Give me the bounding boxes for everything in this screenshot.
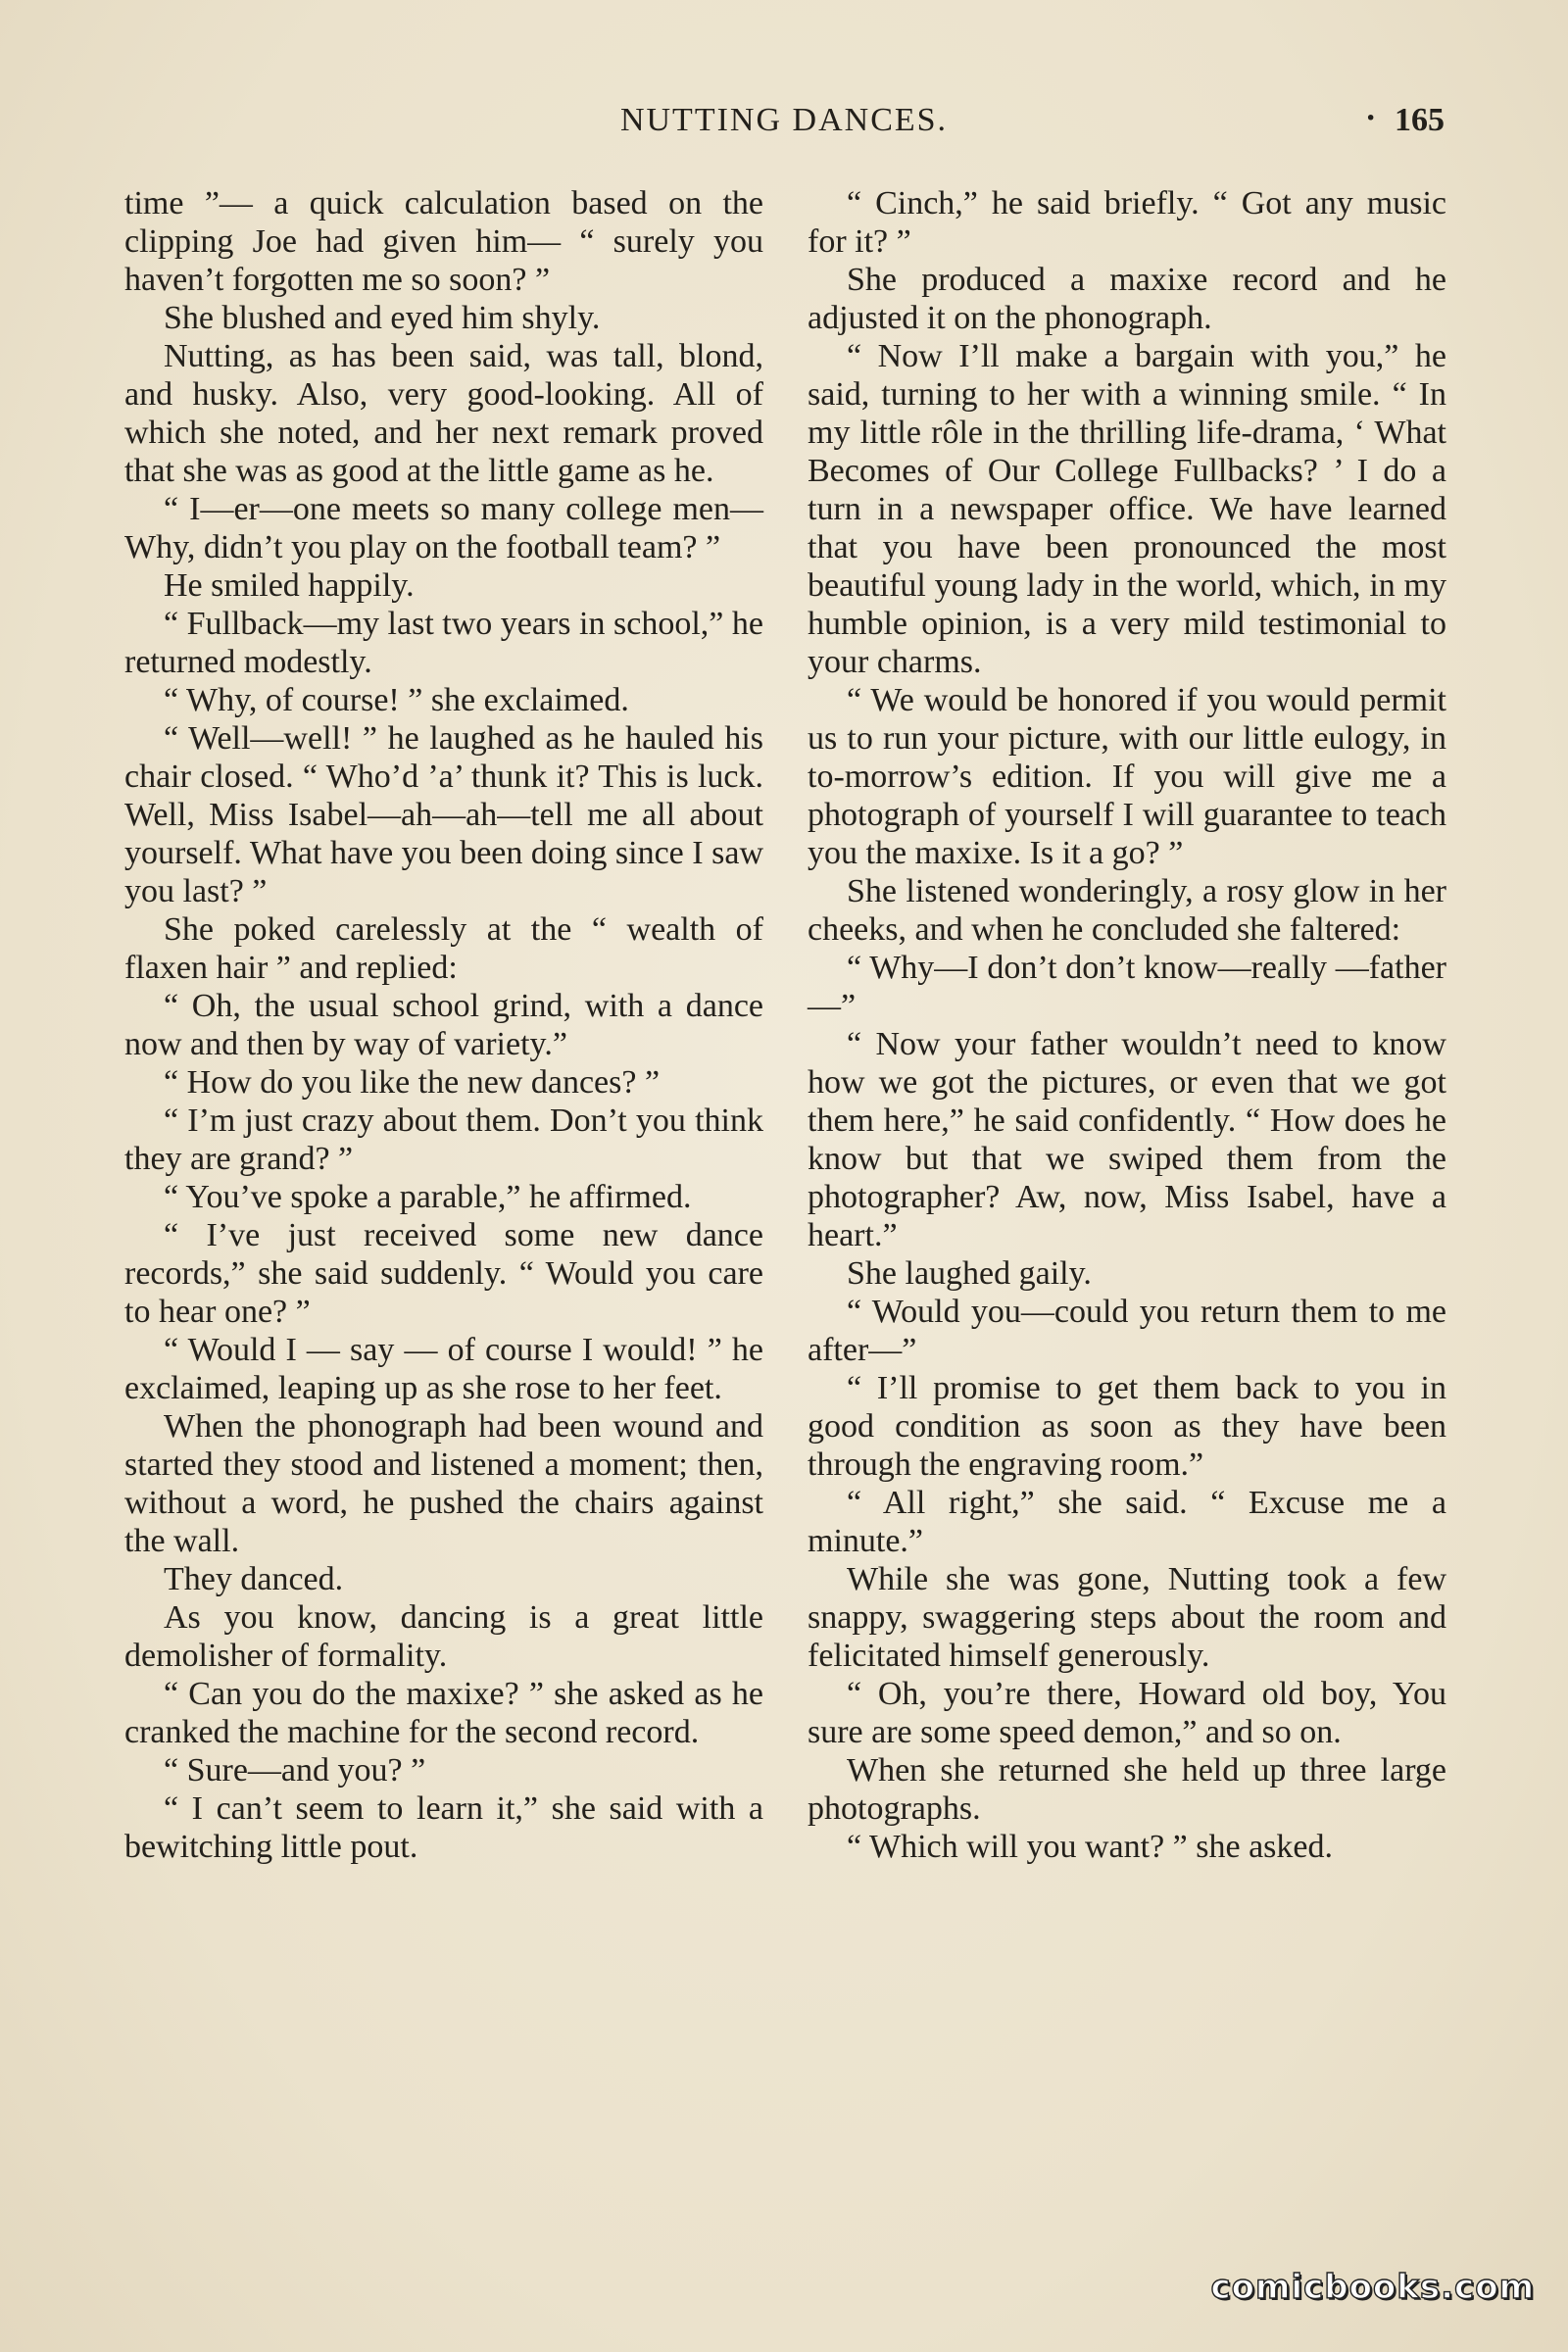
paragraph: When she returned she held up three large photographs. — [808, 1752, 1446, 1827]
paragraph: “ We would be honored if you would permit us to run your picture, with our little eulogy, in to-morrow’s edition. If you will give me a photograph of yourself I will guarantee to teach you the maxixe. Is it a go? ” — [808, 682, 1446, 871]
paragraph: “ Well—well! ” he laughed as he hauled his chair closed. “ Who’d ’a’ thunk it? This is luck. Well, Miss Isabel—ah—ah—tell me all about yourself. What have you been doing since I saw you last? ” — [124, 720, 763, 909]
paragraph: He smiled happily. — [164, 567, 415, 604]
paragraph: “ I’m just crazy about them. Don’t you think they are grand? ” — [124, 1102, 763, 1177]
paragraph: “ All right,” she said. “ Excuse me a minute.” — [808, 1485, 1446, 1559]
paragraph: “ Sure—and you? ” — [164, 1752, 426, 1788]
paragraph: “ Why—I don’t don’t know—really —father—” — [808, 950, 1446, 1024]
paragraph: Nutting, as has been said, was tall, blond, and husky. Also, very good-looking. All of which she noted, and her next remark proved that she was as good at the little game as he. — [124, 338, 763, 489]
page-header — [0, 102, 1568, 151]
paragraph: “ Can you do the maxixe? ” she asked as he cranked the machine for the second record. — [124, 1676, 763, 1750]
running-title: NUTTING DANCES. — [619, 102, 949, 138]
paragraph: “ Would I — say — of course I would! ” he exclaimed, leaping up as she rose to her feet. — [124, 1332, 763, 1406]
paragraph: As you know, dancing is a great little demolisher of formality. — [124, 1599, 763, 1674]
page-number: · 165 — [1395, 102, 1445, 139]
watermark-logo: comicbooks.com — [1210, 2268, 1535, 2307]
paragraph: “ I—er—one meets so many college men— Why, didn’t you play on the football team? ” — [124, 491, 763, 565]
paragraph: She blushed and eyed him shyly. — [164, 300, 601, 336]
paragraph: “ You’ve spoke a parable,” he affirmed. — [164, 1179, 692, 1215]
right-column — [808, 184, 1446, 1866]
paragraph: time ”— a quick calculation based on the clipping Joe had given him— “ surely you haven’t forgotten me so soon? ” — [124, 185, 763, 298]
paragraph: “ Oh, the usual school grind, with a dance now and then by way of variety.” — [124, 988, 763, 1062]
paragraph: “ Fullback—my last two years in school,” he returned modestly. — [124, 606, 763, 680]
paragraph: She listened wonderingly, a rosy glow in her cheeks, and when he concluded she faltered: — [808, 873, 1446, 948]
paragraph: “ I can’t seem to learn it,” she said with a bewitching little pout. — [124, 1790, 763, 1865]
left-column — [124, 184, 763, 1866]
paragraph: “ Oh, you’re there, Howard old boy, You sure are some speed demon,” and so on. — [808, 1676, 1446, 1750]
paragraph: They danced. — [164, 1561, 344, 1597]
paragraph: “ How do you like the new dances? ” — [164, 1064, 661, 1101]
paragraph: While she was gone, Nutting took a few snappy, swaggering steps about the room and felicitated himself generously. — [808, 1561, 1446, 1674]
paragraph: “ I’ve just received some new dance records,” she said suddenly. “ Would you care to hear one? ” — [124, 1217, 763, 1330]
paragraph: “ Now your father wouldn’t need to know how we got the pictures, or even that we got them here,” he said confidently. “ How does he know but that we swiped them from the photographer? Aw, now, Miss Isabel, have a heart.” — [808, 1026, 1446, 1253]
paragraph: When the phonograph had been wound and started they stood and listened a moment; then, without a word, he pushed the chairs against the wall. — [124, 1408, 763, 1559]
paragraph: She produced a maxixe record and he adjusted it on the phonograph. — [808, 262, 1446, 336]
paragraph: “ Now I’ll make a bargain with you,” he said, turning to her with a winning smile. “ In my little rôle in the thrilling life-drama, ‘ What Becomes of Our College Fullbacks? ’ I do a turn in a newspaper office. We have learned that you have been pronounced the most beautiful young lady in the world, which, in my humble opinion, is a very mild testimonial to your charms. — [808, 338, 1446, 680]
paragraph: She laughed gaily. — [847, 1255, 1092, 1292]
paragraph: “ Which will you want? ” she asked. — [847, 1829, 1334, 1865]
paragraph: “ Cinch,” he said briefly. “ Got any music for it? ” — [808, 185, 1446, 260]
paragraph: She poked carelessly at the “ wealth of flaxen hair ” and replied: — [124, 911, 763, 986]
paragraph: “ Why, of course! ” she exclaimed. — [164, 682, 629, 718]
paragraph: “ Would you—could you return them to me after—” — [808, 1294, 1446, 1368]
paragraph: “ I’ll promise to get them back to you in good condition as soon as they have been through the engraving room.” — [808, 1370, 1446, 1483]
